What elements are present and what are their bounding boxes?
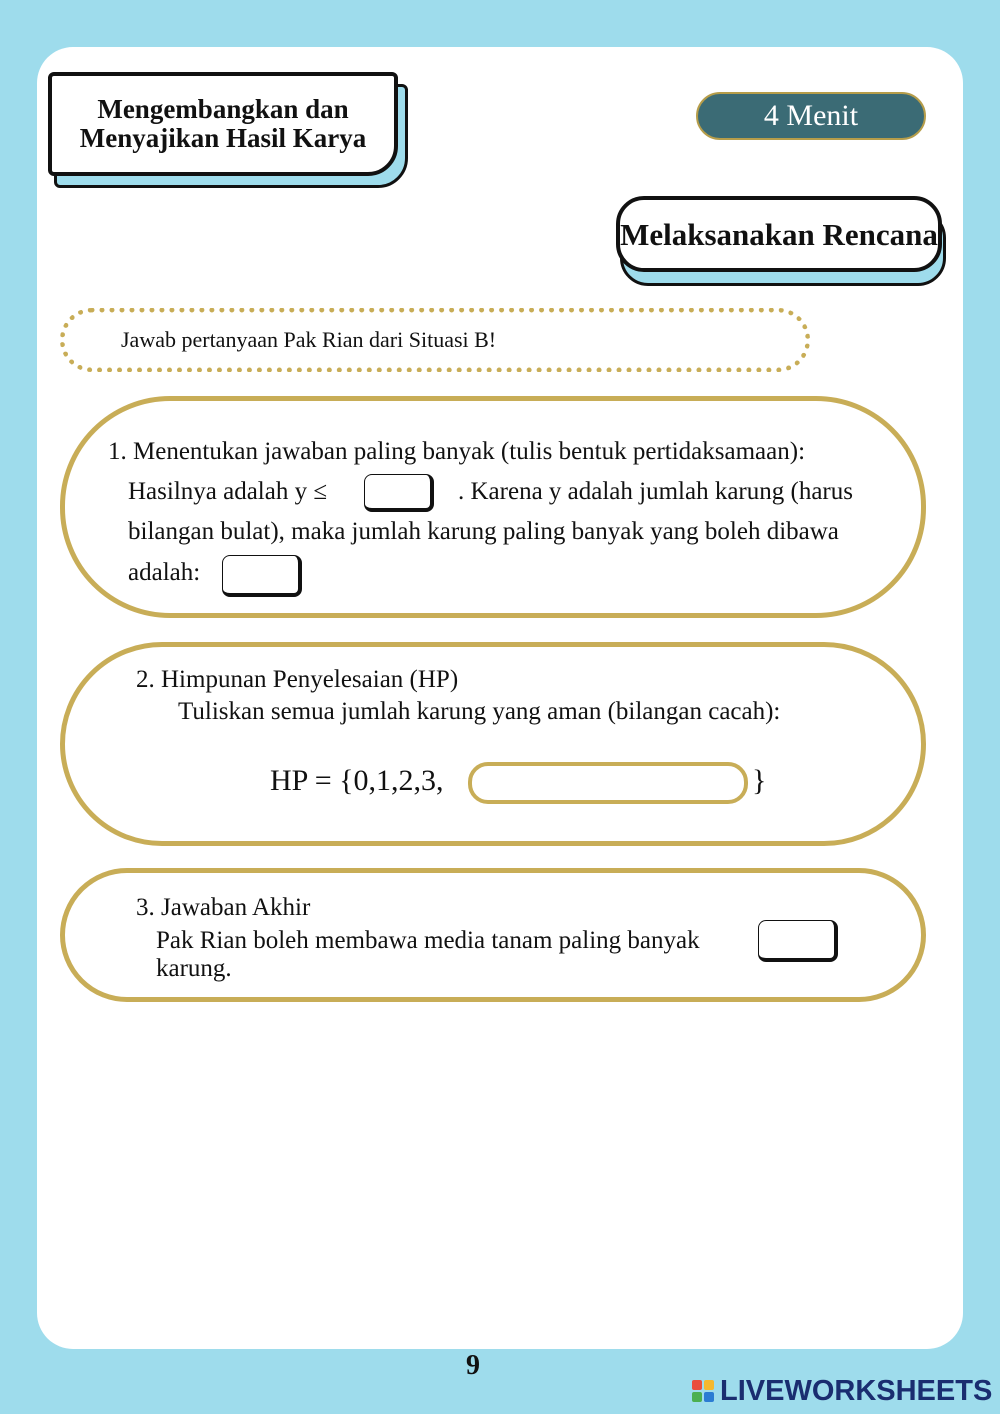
step-label-text: Melaksanakan Rencana: [616, 196, 942, 272]
q3-line2: karung.: [156, 955, 232, 982]
hp-suffix: }: [752, 764, 767, 797]
q1-line2b: . Karena y adalah jumlah karung (harus: [458, 478, 853, 505]
q1-line1: 1. Menentukan jawaban paling banyak (tulis bentuk pertidaksamaan):: [108, 438, 806, 465]
q1-answer-max-input[interactable]: [222, 555, 302, 597]
q1-line3: bilangan bulat), maka jumlah karung paling banyak yang boleh dibawa: [128, 518, 839, 545]
q2-title: 2. Himpunan Penyelesaian (HP): [136, 666, 459, 693]
q3-line1: Pak Rian boleh membawa media tanam paling banyak: [156, 927, 700, 954]
step-label: [616, 196, 948, 288]
instruction-text: Jawab pertanyaan Pak Rian dari Situasi B!: [121, 327, 497, 352]
hp-answer-input[interactable]: [468, 762, 748, 804]
section-title: [48, 72, 410, 190]
q3-title: 3. Jawaban Akhir: [136, 894, 311, 921]
section-title-text: Mengembangkan dan Menyajikan Hasil Karya: [48, 72, 398, 176]
instruction-banner: [60, 308, 810, 372]
liveworksheets-logo: [692, 1374, 992, 1408]
q1-answer-y-input[interactable]: [364, 474, 434, 512]
timer-badge: 4 Menit: [696, 92, 926, 140]
hp-prefix: HP = {0,1,2,3,: [270, 764, 444, 797]
q3-answer-input[interactable]: [758, 920, 838, 962]
liveworksheets-logo-icon: [692, 1380, 714, 1402]
page-number: 9: [466, 1350, 480, 1381]
q2-subtitle: Tuliskan semua jumlah karung yang aman (bilangan cacah):: [178, 698, 781, 725]
q1-line4: adalah:: [128, 559, 201, 586]
logo-text: LIVEWORKSHEETS: [720, 1374, 993, 1407]
q1-line2a: Hasilnya adalah y ≤: [128, 478, 328, 505]
